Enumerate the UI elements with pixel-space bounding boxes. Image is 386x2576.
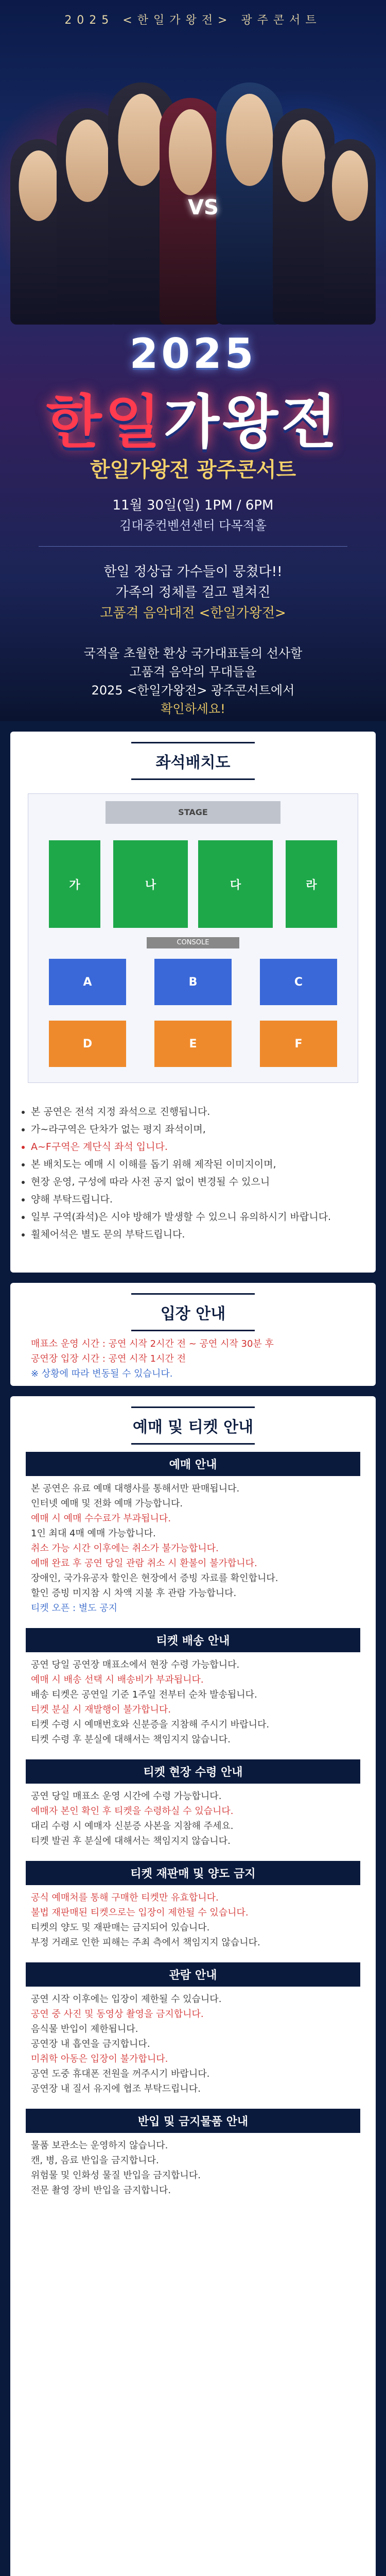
seat-map [28, 793, 358, 1083]
entry-line: 매표소 운영 시간 : 공연 시작 2시간 전 ~ 공연 시작 30분 후 [31, 1338, 274, 1349]
note-item: • 양해 부탁드립니다. [31, 1192, 355, 1207]
title-year: 2025 [129, 330, 257, 378]
ticket-paragraph [10, 1987, 376, 2102]
ticket-line: 물품 보관소는 운영하지 않습니다. [31, 2140, 168, 2151]
title-gawang: 가왕전 [163, 389, 340, 456]
ticket-line: 예매 시 예매 수수료가 부과됩니다. [31, 1513, 171, 1524]
hero-message-line: 확인하세요! [161, 702, 225, 716]
ticket-paragraph [10, 1652, 376, 1752]
singer-figure [324, 139, 376, 325]
entry-line: ※ 상황에 따라 변동될 수 있습니다. [31, 1368, 173, 1379]
ticket-line: 할인 증빙 미지참 시 차액 지불 후 관람 가능합니다. [31, 1588, 237, 1599]
seat-block[interactable]: 나 [113, 840, 188, 928]
section-title: 예매 및 티켓 안내 [131, 1406, 255, 1445]
ticket-paragraph [10, 1885, 376, 1955]
ticket-paragraph [10, 2133, 376, 2203]
hero-message-line: 가족의 정체를 걸고 펼쳐진 [115, 585, 271, 600]
ticket-line: 캔, 병, 음료 반입을 금지합니다. [31, 2155, 159, 2166]
ticket-paragraph [10, 1476, 376, 1621]
hero-message-line: 고품격 음악대전 <한일가왕전> [100, 605, 286, 621]
seat-block[interactable]: D [49, 1021, 126, 1067]
ticket-line: 부정 거래로 인한 피해는 주최 측에서 책임지지 않습니다. [31, 1937, 260, 1948]
ticket-line: 티켓 오픈 : 별도 공지 [31, 1603, 118, 1614]
ticket-line: 취소 가능 시간 이후에는 취소가 불가능합니다. [31, 1543, 219, 1554]
hero-message-line: 2025 <한일가왕전> 광주콘서트에서 [91, 683, 295, 698]
note-item: • 휠체어석은 별도 문의 부탁드립니다. [31, 1227, 355, 1242]
ticket-line: 공식 예매처를 통해 구매한 티켓만 유효합니다. [31, 1892, 219, 1903]
seat-block[interactable]: 라 [286, 840, 337, 928]
ticket-line: 예매자 본인 확인 후 티켓을 수령하실 수 있습니다. [31, 1806, 234, 1817]
note-item: • 일부 구역(좌석)은 시야 방해가 발생할 수 있으니 유의하시기 바랍니다. [31, 1209, 355, 1225]
ticket-line: 인터넷 예매 및 전화 예매 가능합니다. [31, 1498, 183, 1509]
hero-message-line: 국적을 초월한 환상 국가대표들의 선사할 [83, 646, 303, 660]
hero-message-1 [0, 562, 386, 623]
subsection-title: 예매 안내 [26, 1452, 360, 1476]
entry-info [10, 1331, 376, 1386]
ticket-line: 미취학 아동은 입장이 불가합니다. [31, 2054, 168, 2064]
ticket-line: 티켓의 양도 및 재판매는 금지되어 있습니다. [31, 1922, 210, 1933]
hero-banner [0, 0, 386, 721]
concert-subtitle: 한일가왕전 광주콘서트 [90, 458, 296, 482]
seating-notes [10, 1093, 376, 1256]
ticket-line: 티켓 수령 시 예매번호와 신분증을 지참해 주시기 바랍니다. [31, 1719, 270, 1730]
seat-block[interactable]: C [260, 959, 337, 1005]
ticket-line: 본 공연은 유료 예매 대행사를 통해서만 판매됩니다. [31, 1483, 240, 1494]
ticket-line: 공연 중 사진 및 동영상 촬영을 금지합니다. [31, 2009, 204, 2020]
subsection-title: 티켓 재판매 및 양도 금지 [26, 1861, 360, 1885]
ticket-line: 배송 티켓은 공연일 기준 1주일 전부터 순차 발송됩니다. [31, 1689, 257, 1700]
ticket-line: 티켓 분실 시 재발행이 불가합니다. [31, 1704, 171, 1715]
subsection-title: 티켓 현장 수령 안내 [26, 1759, 360, 1784]
hero-message-line: 한일 정상급 가수들이 뭉쳤다!! [103, 564, 283, 580]
hero-top-text: 2025 <한일가왕전> 광주콘서트 [64, 14, 322, 27]
ticket-line: 공연 시작 이후에는 입장이 제한될 수 있습니다. [31, 1994, 222, 2005]
seating-section [10, 732, 376, 1273]
vs-text: VS [188, 196, 219, 219]
note-item: • 본 배치도는 예매 시 이해를 돕기 위해 제작된 이미지이며, [31, 1157, 355, 1172]
subsection-title: 반입 및 금지물품 안내 [26, 2109, 360, 2133]
ticket-line: 공연장 내 질서 유지에 협조 부탁드립니다. [31, 2083, 201, 2094]
section-title: 입장 안내 [131, 1293, 255, 1331]
seat-block[interactable]: 다 [198, 840, 273, 928]
ticket-line: 예매 시 배송 선택 시 배송비가 부과됩니다. [31, 1674, 204, 1685]
seat-block[interactable]: B [154, 959, 232, 1005]
concert-venue: 김대중컨벤션센터 다목적홀 [119, 518, 267, 533]
ticket-line: 대리 수령 시 예매자 신분증 사본을 지참해 주세요. [31, 1821, 234, 1832]
ticket-line: 장애인, 국가유공자 할인은 현장에서 증빙 자료를 확인합니다. [31, 1573, 278, 1584]
note-item: • 현장 운영, 구성에 따라 사전 공지 없이 변경될 수 있으니 [31, 1174, 355, 1190]
entry-line: 공연장 입장 시간 : 공연 시작 1시간 전 [31, 1353, 186, 1364]
ticket-line: 위험물 및 인화성 물질 반입을 금지합니다. [31, 2170, 201, 2181]
ticket-line: 티켓 수령 후 분실에 대해서는 책임지지 않습니다. [31, 1734, 231, 1745]
entry-section [10, 1283, 376, 1386]
ticket-line: 공연 도중 휴대폰 전원을 꺼주시기 바랍니다. [31, 2069, 210, 2079]
ticket-line: 불법 재판매된 티켓으로는 입장이 제한될 수 있습니다. [31, 1907, 249, 1918]
ticket-paragraph [10, 1784, 376, 1854]
concert-date: 11월 30일(일) 1PM / 6PM [112, 498, 274, 513]
ticket-line: 음식물 반입이 제한됩니다. [31, 2024, 138, 2035]
ticket-line: 예매 완료 후 공연 당일 관람 취소 시 환불이 불가합니다. [31, 1558, 257, 1569]
ticket-line: 1인 최대 4매 예매 가능합니다. [31, 1528, 156, 1539]
hero-message-2 [0, 644, 386, 718]
seat-block[interactable]: A [49, 959, 126, 1005]
stage: STAGE [106, 801, 280, 824]
ticket-line: 공연장 내 흡연을 금지합니다. [31, 2039, 150, 2049]
main-title [0, 376, 386, 459]
seat-block[interactable]: F [260, 1021, 337, 1067]
ticket-line: 공연 당일 매표소 운영 시간에 수령 가능합니다. [31, 1791, 222, 1802]
ticket-line: 공연 당일 공연장 매표소에서 현장 수령 가능합니다. [31, 1659, 240, 1670]
subsection-title: 티켓 배송 안내 [26, 1628, 360, 1652]
subsection-title: 관람 안내 [26, 1962, 360, 1987]
seat-block[interactable]: 가 [49, 840, 100, 928]
seat-block[interactable]: E [154, 1021, 232, 1067]
ticket-line: 전문 촬영 장비 반입을 금지합니다. [31, 2185, 171, 2196]
note-item: • 본 공연은 전석 지정 좌석으로 진행됩니다. [31, 1104, 355, 1120]
ticket-line: 티켓 발권 후 분실에 대해서는 책임지지 않습니다. [31, 1836, 231, 1846]
divider [39, 546, 347, 547]
ticket-section [10, 1396, 376, 2576]
hero-message-line: 고품격 음악의 무대들을 [129, 665, 257, 679]
note-item: • 가~라구역은 단차가 없는 평지 좌석이며, [31, 1122, 355, 1137]
title-korea-japan: 한일 [46, 389, 164, 456]
console-area: CONSOLE [147, 937, 239, 948]
note-item: • A~F구역은 계단식 좌석 입니다. [31, 1139, 355, 1155]
section-title: 좌석배치도 [131, 742, 255, 780]
singers-group-photo [10, 36, 376, 325]
